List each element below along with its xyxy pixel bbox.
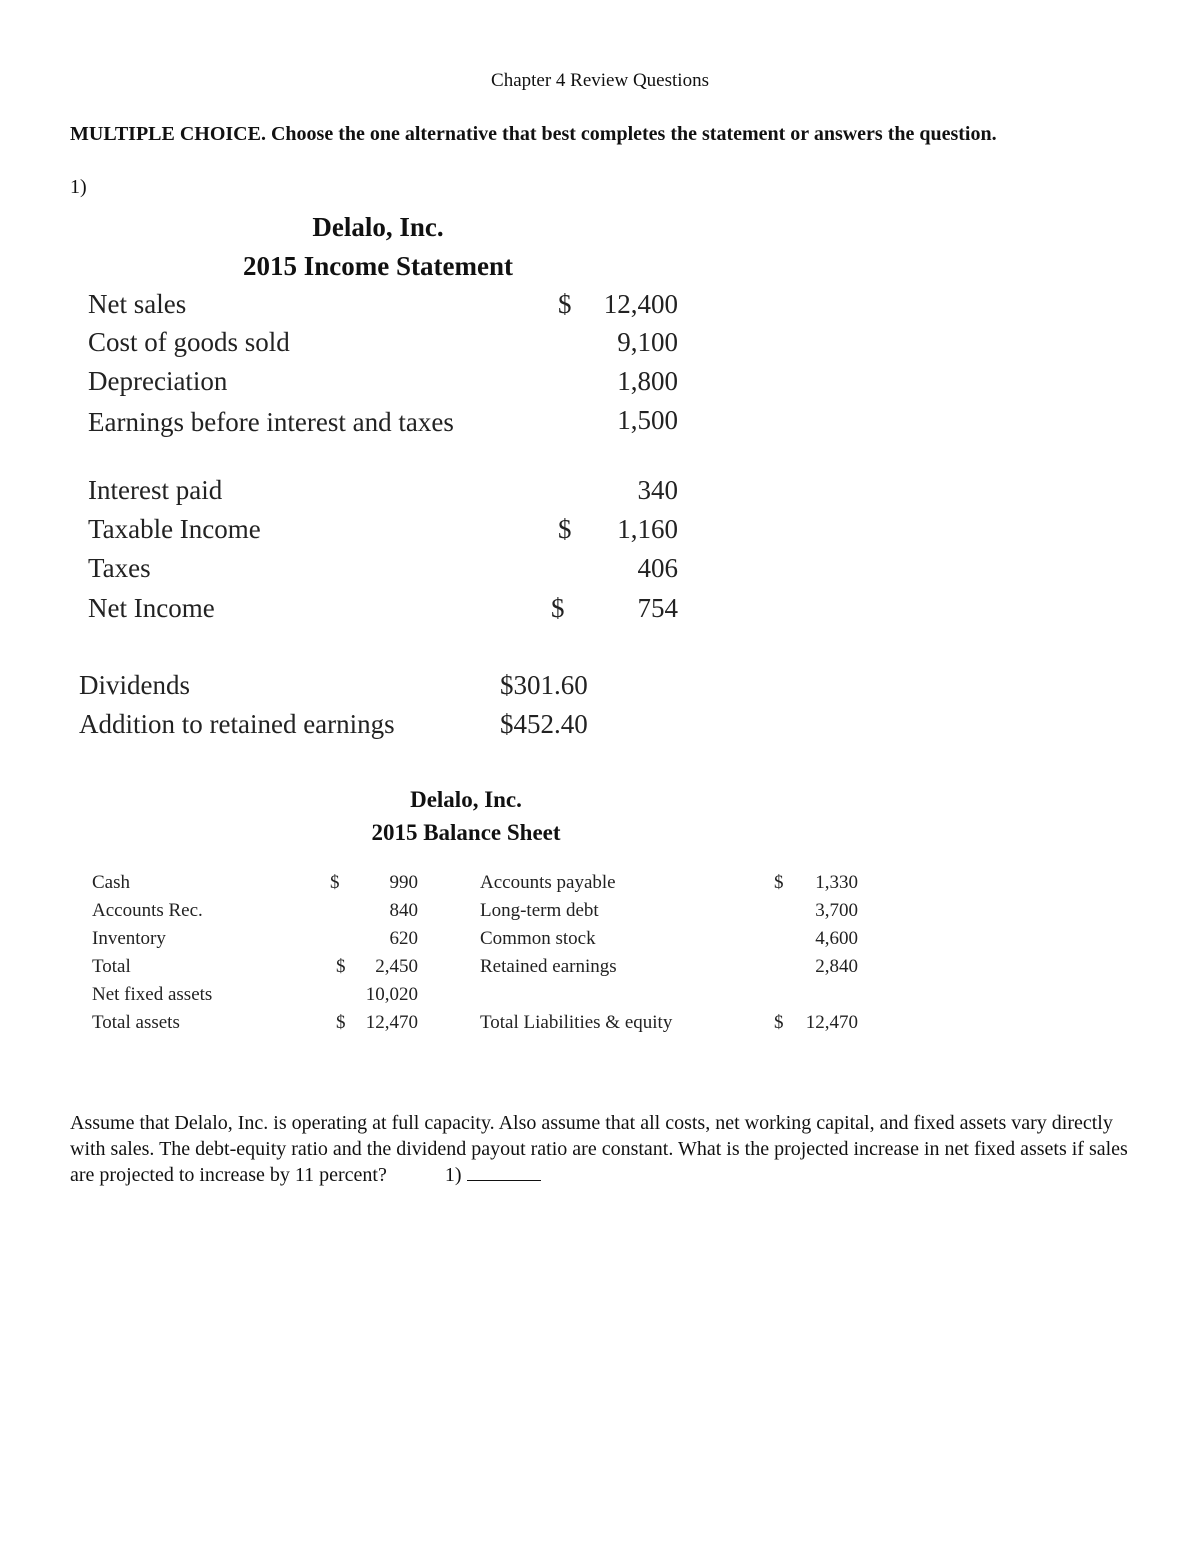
bs-asset-label: Inventory [92, 928, 166, 949]
is-row-taxable-income [88, 514, 678, 550]
is-label: Cost of goods sold [88, 327, 290, 357]
bs-row [92, 900, 862, 928]
bs-liability-amount: 12,470 [805, 1012, 858, 1033]
dividends-label: Dividends [79, 670, 190, 700]
is-amount: 9,100 [617, 327, 678, 357]
is-amount: 1,160 [617, 514, 678, 544]
is-label: Net sales [88, 289, 187, 319]
bs-asset-currency: $ [330, 872, 340, 893]
bs-asset-label: Total [92, 956, 131, 977]
bs-liability-label: Common stock [480, 928, 596, 949]
bs-liability-amount: 3,700 [815, 900, 858, 921]
is-currency: $ [551, 593, 565, 623]
bs-liability-amount: 2,840 [815, 956, 858, 977]
is-row-net-income [88, 593, 678, 629]
is-amount: 754 [637, 593, 678, 623]
is-amount: 12,400 [603, 289, 678, 319]
bs-row [92, 984, 862, 1012]
is-amount: 406 [637, 553, 678, 583]
bs-liability-currency: $ [774, 1012, 784, 1033]
bs-liability-amount: 4,600 [815, 928, 858, 949]
page-header: Chapter 4 Review Questions [491, 70, 709, 91]
bs-asset-label: Accounts Rec. [92, 900, 203, 921]
instructions: MULTIPLE CHOICE. Choose the one alternative that best completes the statement or answers the question. [70, 123, 997, 145]
bs-asset-currency: $ [336, 1012, 346, 1033]
is-amount: 340 [637, 475, 678, 505]
is-label: Taxable Income [88, 514, 261, 544]
income-statement-title: 2015 Income Statement [243, 251, 513, 281]
bs-liability-label: Retained earnings [480, 956, 617, 977]
is-label: Depreciation [88, 366, 228, 396]
dividends-value: $301.60 [500, 670, 588, 700]
bs-row [92, 956, 862, 984]
question-body: Assume that Delalo, Inc. is operating at full capacity. Also assume that all costs, net working capital, and fixed assets vary directly with sales. The debt-equity ratio and the dividend payout ratio are constant. What is the projected increase in net fixed assets if sales are projected to increase by 11 percent? [70, 1112, 1128, 1186]
is-row-taxes [88, 553, 678, 589]
balance-sheet-company: Delalo, Inc. [410, 787, 522, 812]
bs-liability-currency: $ [774, 872, 784, 893]
bs-row [92, 872, 862, 900]
is-label: Net Income [88, 593, 215, 623]
is-amount: 1,500 [617, 405, 678, 435]
is-amount: 1,800 [617, 366, 678, 396]
is-label: Earnings before interest and taxes [88, 407, 454, 437]
is-row-ebit [88, 405, 678, 475]
bs-asset-label: Total assets [92, 1012, 180, 1033]
question-text [70, 1110, 1130, 1188]
bs-row [92, 928, 862, 956]
answer-blank[interactable] [467, 1162, 541, 1181]
income-statement-company: Delalo, Inc. [312, 212, 444, 242]
is-row-cogs [88, 327, 678, 363]
is-row-interest [88, 475, 678, 511]
bs-asset-label: Cash [92, 872, 130, 893]
is-currency: $ [558, 514, 572, 544]
bs-liability-label: Accounts payable [480, 872, 616, 893]
bs-asset-amount: 840 [389, 900, 418, 921]
bs-liability-label: Long-term debt [480, 900, 599, 921]
bs-asset-amount: 2,450 [375, 956, 418, 977]
is-row-net-sales [88, 289, 678, 325]
bs-asset-amount: 620 [389, 928, 418, 949]
retained-earnings-value: $452.40 [500, 709, 588, 739]
bs-liability-label: Total Liabilities & equity [480, 1012, 673, 1033]
bs-asset-amount: 12,470 [365, 1012, 418, 1033]
is-label: Interest paid [88, 475, 223, 505]
is-label: Taxes [88, 553, 151, 583]
is-currency: $ [558, 289, 572, 319]
bs-asset-currency: $ [336, 956, 346, 977]
bs-asset-amount: 990 [389, 872, 418, 893]
question-number: 1) [70, 176, 87, 198]
balance-sheet-title: 2015 Balance Sheet [371, 820, 561, 845]
retained-earnings-label: Addition to retained earnings [79, 709, 395, 739]
bs-liability-amount: 1,330 [815, 872, 858, 893]
is-row-depreciation [88, 366, 678, 402]
bs-row [92, 1012, 862, 1040]
bs-asset-label: Net fixed assets [92, 984, 213, 1005]
bs-asset-amount: 10,020 [365, 984, 418, 1005]
answer-label: 1) [444, 1164, 462, 1186]
